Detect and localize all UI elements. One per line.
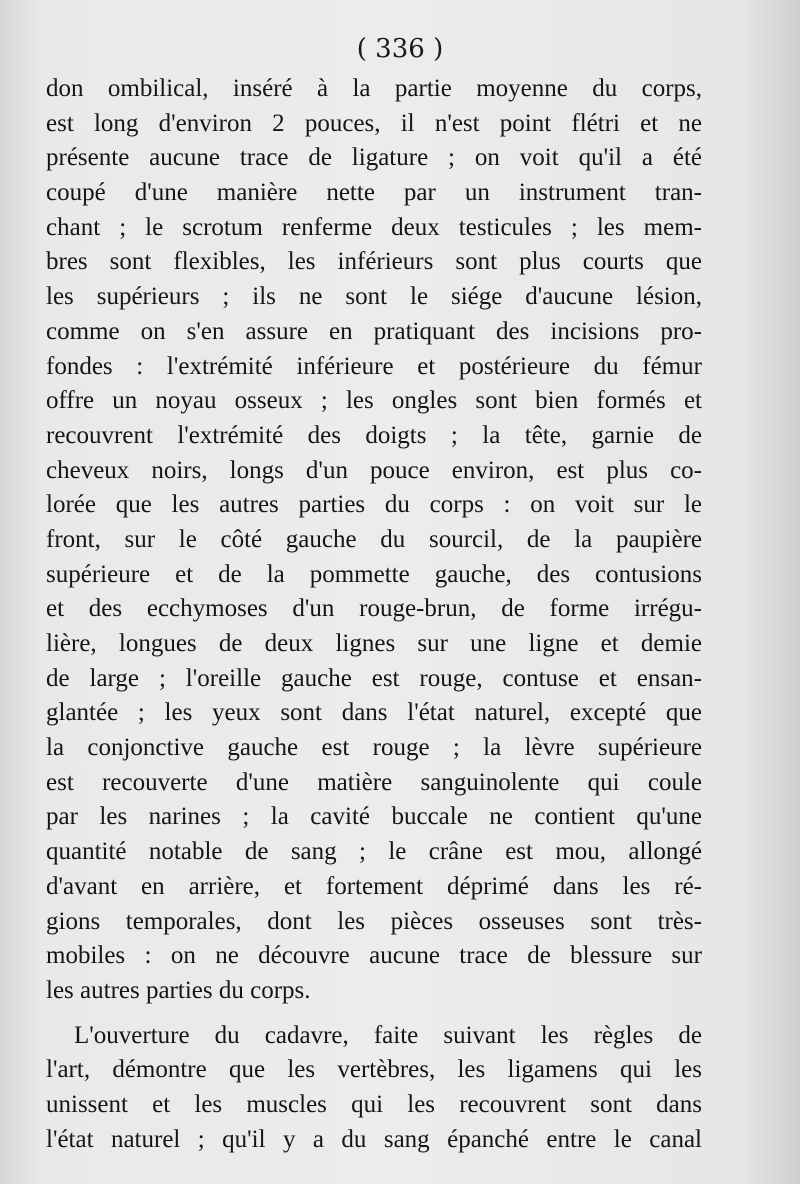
text-line: bres sont flexibles, les inférieurs sont plus courts que — [46, 248, 702, 276]
text-line: supérieure et de la pommette gauche, des contusions — [46, 560, 702, 588]
text-line: chant ; le scrotum renferme deux testicules ; les mem- — [46, 213, 702, 241]
text-line: unissent et les muscles qui les recouvrent sont dans — [46, 1090, 702, 1118]
text-line: lorée que les autres parties du corps : on voit sur le — [46, 491, 702, 519]
text-line: l'état naturel ; qu'il y a du sang épanché entre le canal — [46, 1125, 702, 1153]
text-line: la conjonctive gauche est rouge ; la lèvre supérieure — [46, 734, 702, 762]
text-line: mobiles : on ne découvre aucune trace de blessure sur — [46, 942, 702, 970]
text-line: présente aucune trace de ligature ; on voit qu'il a été — [46, 144, 702, 172]
text-line: lière, longues de deux lignes sur une ligne et demie — [46, 630, 702, 657]
text-line: est long d'environ 2 pouces, il n'est point flétri et ne — [46, 109, 702, 137]
text-line: don ombilical, inséré à la partie moyenne du corps, — [46, 75, 702, 102]
text-line: gions temporales, dont les pièces osseuses sont très- — [46, 907, 702, 935]
text-line: d'avant en arrière, et fortement déprimé dans les ré- — [46, 872, 702, 900]
text-line: comme on s'en assure en pratiquant des incisions pro- — [46, 317, 702, 345]
text-line: les supérieurs ; ils ne sont le siége d'aucune lésion, — [46, 283, 702, 311]
body-text — [46, 72, 702, 1157]
text-line: de large ; l'oreille gauche est rouge, contuse et ensan- — [46, 664, 702, 692]
text-line: fondes : l'extrémité inférieure et postérieure du fémur — [46, 352, 702, 380]
text-line: L'ouverture du cadavre, faite suivant les règles de — [74, 1021, 702, 1049]
text-line: coupé d'une manière nette par un instrument tran- — [46, 179, 702, 207]
paragraph-gap — [46, 1009, 702, 1019]
text-line: offre un noyau osseux ; les ongles sont bien formés et — [46, 387, 702, 415]
text-line: quantité notable de sang ; le crâne est mou, allongé — [46, 838, 702, 866]
paragraph-2 — [46, 1019, 702, 1158]
text-line: l'art, démontre que les vertèbres, les ligamens qui les — [46, 1056, 702, 1084]
text-line: et des ecchymoses d'un rouge-brun, de forme irrégu- — [46, 595, 702, 623]
text-line: glantée ; les yeux sont dans l'état naturel, excepté que — [46, 699, 702, 727]
text-line: les autres parties du corps. — [46, 976, 311, 1004]
paragraph-1 — [46, 72, 702, 1009]
text-line: front, sur le côté gauche du sourcil, de la paupière — [46, 525, 702, 553]
text-line: par les narines ; la cavité buccale ne contient qu'une — [46, 803, 702, 831]
page-number: ( 336 ) — [356, 34, 444, 64]
text-line: cheveux noirs, longs d'un pouce environ, est plus co- — [46, 456, 702, 484]
text-line: recouvrent l'extrémité des doigts ; la tête, garnie de — [46, 421, 702, 449]
text-line: est recouverte d'une matière sanguinolente qui coule — [46, 768, 702, 796]
